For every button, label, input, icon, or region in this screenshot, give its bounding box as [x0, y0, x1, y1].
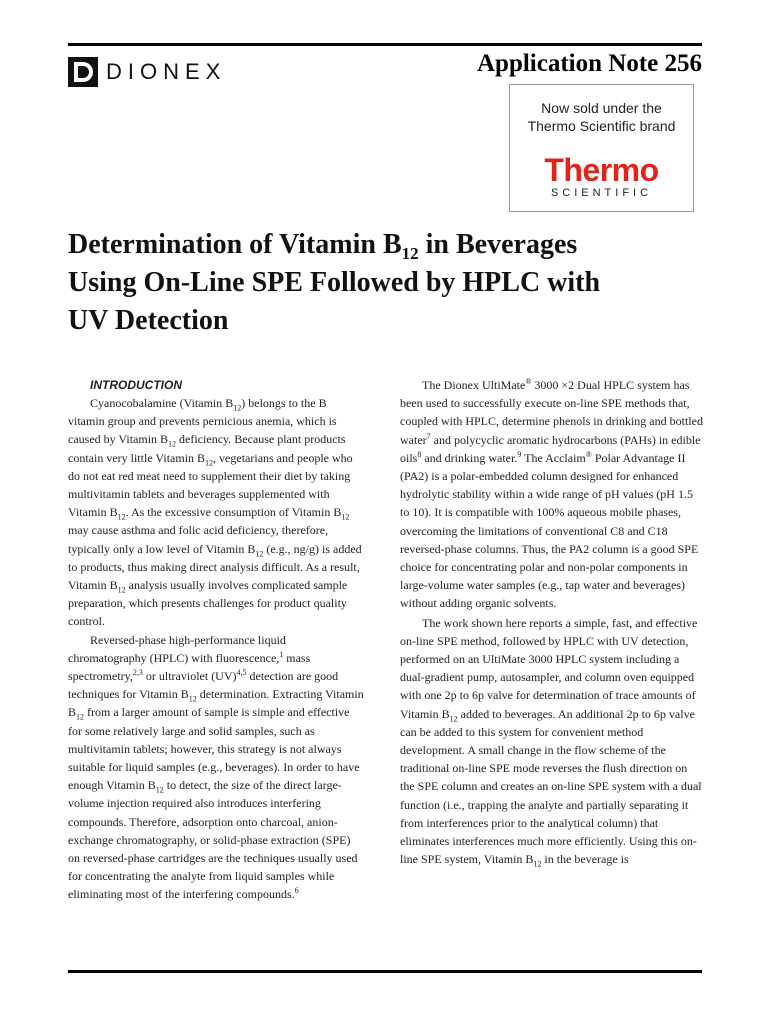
- title-line-3: UV Detection: [68, 305, 229, 336]
- document-title: [68, 226, 708, 340]
- title-line-2: Using On-Line SPE Followed by HPLC with: [68, 267, 601, 298]
- dionex-logo: [68, 55, 226, 89]
- brand-line-1: Now sold under the: [541, 100, 662, 116]
- brand-line-2: Thermo Scientific brand: [527, 118, 676, 134]
- scientific-logo-text: SCIENTIFIC: [550, 187, 653, 199]
- right-column: [400, 376, 704, 868]
- dionex-logo-mark-icon: [68, 57, 98, 87]
- intro-paragraph-1: Cyanocobalamine (Vitamin $B_{12}$) belongs to the B vitamin group and prevents pernicious anemia, which is caused by Vitamin $B_{12}$ deficiency. Because plant products contain very little Vitamin $B_{12}$, vegetarians and people who do not eat red meat need to supplement their diet by taking multivitamin tablets and beverages supplemented with Vitamin $B_{12}$. As the excessive consumption of Vitamin $B_{12}$ may cause asthma and folic acid deficiency, therefore, typically only a low level of Vitamin $B_{12}$ (e.g., ng/g) is added to products, thus making direct analysis difficult. As a result, Vitamin $B_{12}$ analysis usually involves complicated sample preparation, which presents challenges for product quality control.: [68, 396, 362, 629]
- application-note-number: Application Note 256: [477, 50, 702, 77]
- bottom-rule: [68, 970, 702, 973]
- intro-paragraph-2: Reversed-phase high-performance liquid chromatography (HPLC) with fluorescence,$^1$ mass spectrometry,$^{2,3}$ or ultraviolet (UV)$^{4,5}$ detection are good techniques for Vitamin $B_{12}$ determination. Extracting Vitamin $B_{12}$ from a larger amount of sample is simple and effective for some relatively large and solid samples, such as multivitamin tablets; however, this strategy is not always suitable for liquid samples (e.g., beverages). In order to have enough Vitamin $B_{12}$ to detect, the size of the direct large-volume injection required also introduces interfering compounds. Therefore, adsorption onto charcoal, anion-exchange chromatography, or solid-phase extraction (SPE) on reversed-phase cartridges are the techniques usually used for concentrating the analyte from liquid samples while eliminating most of the interfering compounds.$^6$: [68, 632, 364, 902]
- title-line-1: Determination of Vitamin $B_{12}$ in Beverages: [68, 229, 578, 263]
- section-heading-introduction: INTRODUCTION: [90, 378, 182, 392]
- top-rule: [68, 43, 702, 46]
- right-paragraph-1: The Dionex UltiMate® 3000 ×2 Dual HPLC system has been used to successfully execute on-line SPE methods that, coupled with HPLC, determine phenols in drinking and bottled water$^7$ and polycyclic aromatic hydrocarbons (PAHs) in edible oils$^8$ and drinking water.$^9$ The Acclaim® Polar Advantage II (PA2) is a polar-embedded column designed for enhanced hydrolytic stability within a wide range of pH values (pH 1.5 to 10). It is compatible with 100% aqueous mobile phases, overcoming the limitations of conventional C8 and C18 reversed-phase columns. Thus, the PA2 column is a good SPE choice for concentrating polar and non-polar components in large-volume water samples (e.g., tap water and beverages) without adding organic solvents.: [400, 377, 703, 611]
- thermo-logo-text: Thermo: [544, 152, 659, 188]
- right-paragraph-2: The work shown here reports a simple, fast, and effective on-line SPE method, followed by HPLC with UV detection, performed on an UltiMate 3000 HPLC system including a dual-gradient pump, autosampler, and column oven equipped with one 2p to 6p valve for determination of trace amounts of Vitamin $B_{12}$ added to beverages. An additional 2p to 6p valve can be added to this system for convenient method development. A small change in the flow scheme of the traditional on-line SPE mode reverses the flush direction on the SPE column and creates an on-line SPE system with a dual function (i.e., trapping the analyte and partially separating it from interferences prior to the analytical column) that eliminates interferences much more efficiently. Using this on-line SPE system, Vitamin $B_{12}$ in the beverage is: [400, 615, 702, 869]
- dionex-logo-text: DIONEX: [106, 59, 227, 84]
- thermo-brand-box: [509, 84, 694, 212]
- left-column: [68, 376, 364, 904]
